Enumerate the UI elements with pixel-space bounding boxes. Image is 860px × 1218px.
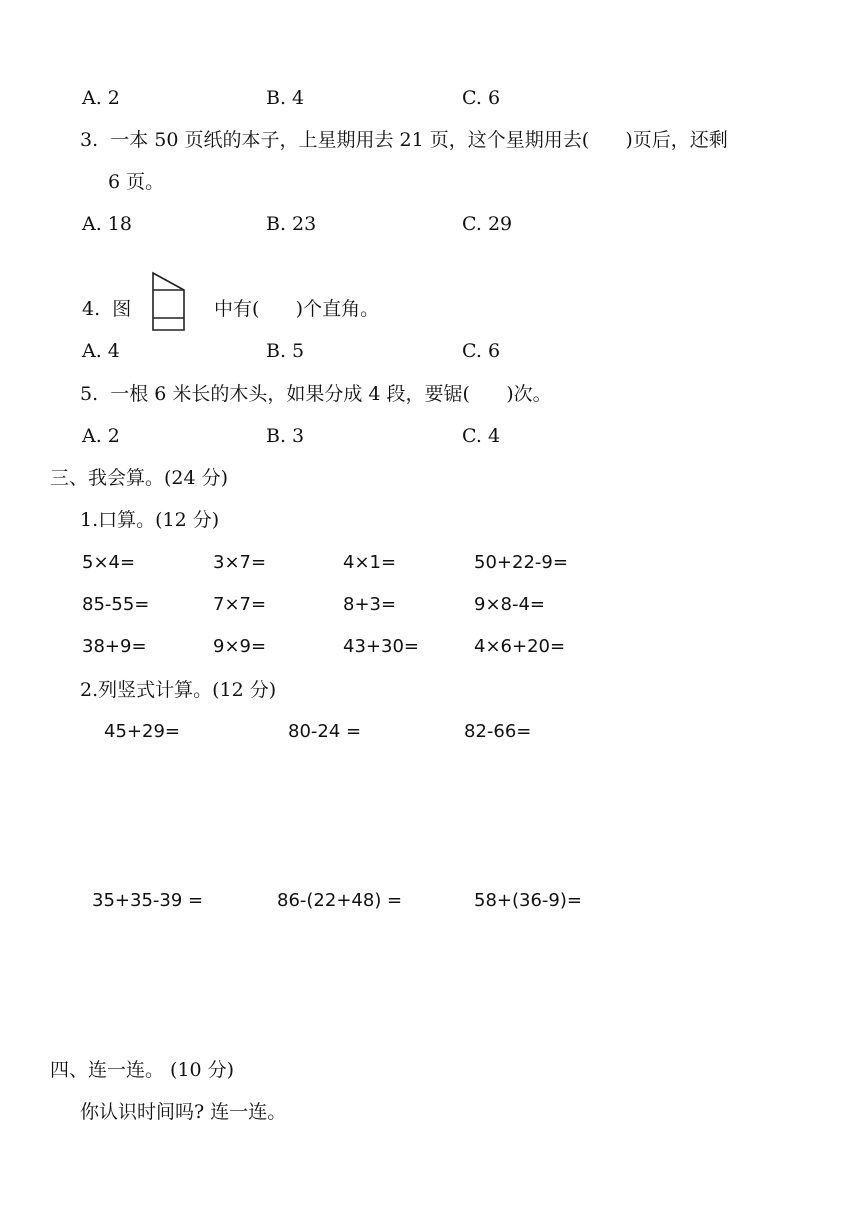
section4-title: 四、连一连。 (10 分) xyxy=(50,1059,235,1081)
q5-option-b: B. 3 xyxy=(266,425,305,447)
section3-part2-title: 2.列竖式计算。(12 分) xyxy=(80,679,277,701)
oral-calc-item: 50+22-9= xyxy=(474,552,568,573)
q5-option-c: C. 4 xyxy=(462,425,501,447)
q4-option-a: A. 4 xyxy=(82,340,120,362)
oral-calc-item: 85-55= xyxy=(82,594,150,615)
q3-text-line1: 3. 一本 50 页纸的本子，上星期用去 21 页，这个星期用去( )页后，还剩 xyxy=(80,129,728,151)
oral-calc-item: 9×9= xyxy=(213,636,267,657)
q3-option-a: A. 18 xyxy=(82,213,132,235)
vertical-calc-item: 86-(22+48) = xyxy=(277,890,403,911)
oral-calc-item: 38+9= xyxy=(82,636,147,657)
oral-calc-item: 3×7= xyxy=(213,552,267,573)
oral-calc-item: 7×7= xyxy=(213,594,267,615)
q2-option-c: C. 6 xyxy=(462,87,501,109)
q4-text-suffix: 中有( )个直角。 xyxy=(214,298,380,320)
q2-option-b: B. 4 xyxy=(266,87,305,109)
vertical-calc-item: 35+35-39 = xyxy=(92,890,204,911)
section3-part1-title: 1.口算。(12 分) xyxy=(80,509,220,531)
q4-option-c: C. 6 xyxy=(462,340,501,362)
q5-text: 5. 一根 6 米长的木头，如果分成 4 段，要锯( )次。 xyxy=(80,383,552,405)
q2-option-a: A. 2 xyxy=(82,87,120,109)
oral-calc-item: 43+30= xyxy=(343,636,419,657)
vertical-calc-item: 82-66= xyxy=(464,721,532,742)
vertical-calc-item: 45+29= xyxy=(104,721,180,742)
oral-calc-item: 4×6+20= xyxy=(474,636,566,657)
q4-option-b: B. 5 xyxy=(266,340,305,362)
q4-text-prefix: 4. 图 xyxy=(82,298,132,320)
oral-calc-item: 4×1= xyxy=(343,552,397,573)
oral-calc-item: 5×4= xyxy=(82,552,136,573)
q3-text-line2: 6 页。 xyxy=(108,171,165,193)
q3-option-c: C. 29 xyxy=(462,213,513,235)
vertical-calc-item: 80-24 = xyxy=(288,721,362,742)
trapezoid-figure-icon xyxy=(148,270,190,336)
q5-option-a: A. 2 xyxy=(82,425,120,447)
oral-calc-item: 9×8-4= xyxy=(474,594,546,615)
section3-title: 三、我会算。(24 分) xyxy=(50,467,229,489)
section4-instruction: 你认识时间吗? 连一连。 xyxy=(80,1101,287,1123)
oral-calc-item: 8+3= xyxy=(343,594,397,615)
q3-option-b: B. 23 xyxy=(266,213,317,235)
vertical-calc-item: 58+(36-9)= xyxy=(474,890,582,911)
